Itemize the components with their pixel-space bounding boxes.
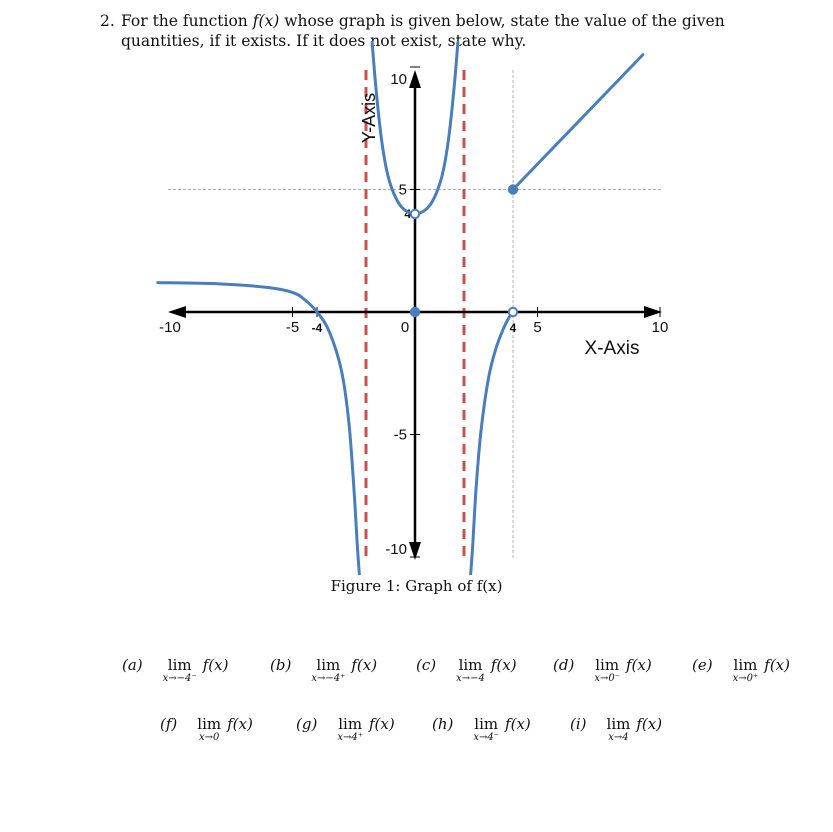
- limit-subscript: x→4⁺: [337, 732, 363, 743]
- x-tick-label: 5: [533, 319, 542, 336]
- lim-text: lim: [197, 715, 222, 733]
- y-tick-label: 10: [390, 71, 407, 88]
- curve-right-branch: [470, 312, 513, 575]
- x-tick-label: -4: [311, 321, 323, 335]
- lim-text: lim: [338, 715, 363, 733]
- x-tick-label: 0: [400, 319, 410, 336]
- limit-operator: [197, 715, 221, 743]
- limit-function: f(x): [368, 715, 395, 733]
- question-part: [122, 656, 228, 684]
- limit-operator: [594, 656, 620, 684]
- part-label: (a): [122, 656, 143, 674]
- y-tick-label: -5: [393, 426, 407, 444]
- part-label: (c): [416, 656, 437, 674]
- limit-operator: [456, 656, 485, 684]
- part-label: (f): [160, 715, 178, 733]
- question-part: [296, 715, 395, 743]
- open-point: [509, 308, 517, 316]
- lim-text: lim: [458, 656, 483, 674]
- lim-text: lim: [733, 656, 758, 674]
- curve-left-branch: [158, 283, 360, 575]
- limit-operator: [473, 715, 499, 743]
- problem-text-before: For the function: [121, 12, 253, 30]
- question-part: [432, 715, 531, 743]
- closed-point: [509, 185, 517, 193]
- question-part: [692, 656, 790, 684]
- x-tick-label: 10: [651, 319, 669, 336]
- lim-text: lim: [167, 656, 192, 674]
- question-part: [570, 715, 662, 743]
- limit-function: f(x): [764, 656, 790, 674]
- x-tick-label: -5: [285, 319, 300, 336]
- curve-linear-piece: [513, 55, 643, 190]
- question-part: [553, 656, 652, 684]
- limit-function: f(x): [636, 715, 663, 733]
- limit-function: f(x): [351, 656, 378, 674]
- limit-function: f(x): [505, 715, 531, 733]
- limit-function: f(x): [625, 656, 652, 674]
- lim-text: lim: [606, 715, 631, 733]
- y-axis-arrow-up: [409, 70, 421, 88]
- part-label: (i): [570, 715, 587, 733]
- lim-text: lim: [316, 656, 341, 674]
- limit-operator: [607, 715, 631, 743]
- question-part: [270, 656, 377, 684]
- limit-operator: [337, 715, 363, 743]
- part-label: (d): [553, 656, 575, 674]
- closed-point: [411, 308, 419, 316]
- x-axis-title: X-Axis: [584, 338, 640, 359]
- question-part: [160, 715, 253, 743]
- limit-function: f(x): [490, 656, 517, 674]
- limit-subscript: x→4⁻: [473, 732, 500, 743]
- x-tick-label: 4: [509, 321, 517, 335]
- lim-text: lim: [595, 656, 620, 674]
- limit-subscript: x→0: [198, 732, 220, 743]
- limit-subscript: x→−4⁻: [162, 673, 197, 684]
- open-point: [411, 210, 419, 218]
- x-axis-arrow-right: [644, 306, 662, 318]
- limit-operator: [163, 656, 197, 684]
- y-tick-label: 4: [404, 207, 411, 221]
- part-label: (g): [296, 715, 318, 733]
- limit-function: f(x): [227, 715, 253, 733]
- y-tick-label: -10: [385, 541, 407, 558]
- limit-operator: [733, 656, 759, 684]
- x-axis-arrow-left: [168, 306, 186, 318]
- limit-subscript: x→4: [608, 732, 629, 743]
- part-label: (e): [692, 656, 713, 674]
- curves: [158, 43, 643, 576]
- x-tick-label: -10: [159, 319, 181, 336]
- problem-number: 2.: [100, 12, 115, 30]
- y-axis-title: Y-Axis: [359, 92, 379, 144]
- limit-subscript: x→−4: [456, 673, 485, 684]
- limit-subscript: x→0⁻: [594, 673, 620, 684]
- problem-function: f(x): [252, 12, 280, 30]
- limit-operator: [311, 656, 345, 684]
- part-label: (h): [432, 715, 454, 733]
- part-label: (b): [270, 656, 292, 674]
- limit-function: f(x): [202, 656, 229, 674]
- lim-text: lim: [474, 715, 499, 733]
- problem-text-after: whose graph is given below, state the value of the given quantities, if it exists. If it does not exist, state why.: [121, 12, 725, 50]
- limit-subscript: x→−4⁺: [311, 673, 346, 684]
- limit-subscript: x→0⁺: [732, 673, 759, 684]
- figure-caption: Figure 1: Graph of f(x): [330, 577, 503, 595]
- question-part: [416, 656, 517, 684]
- y-tick-label: 5: [398, 181, 407, 199]
